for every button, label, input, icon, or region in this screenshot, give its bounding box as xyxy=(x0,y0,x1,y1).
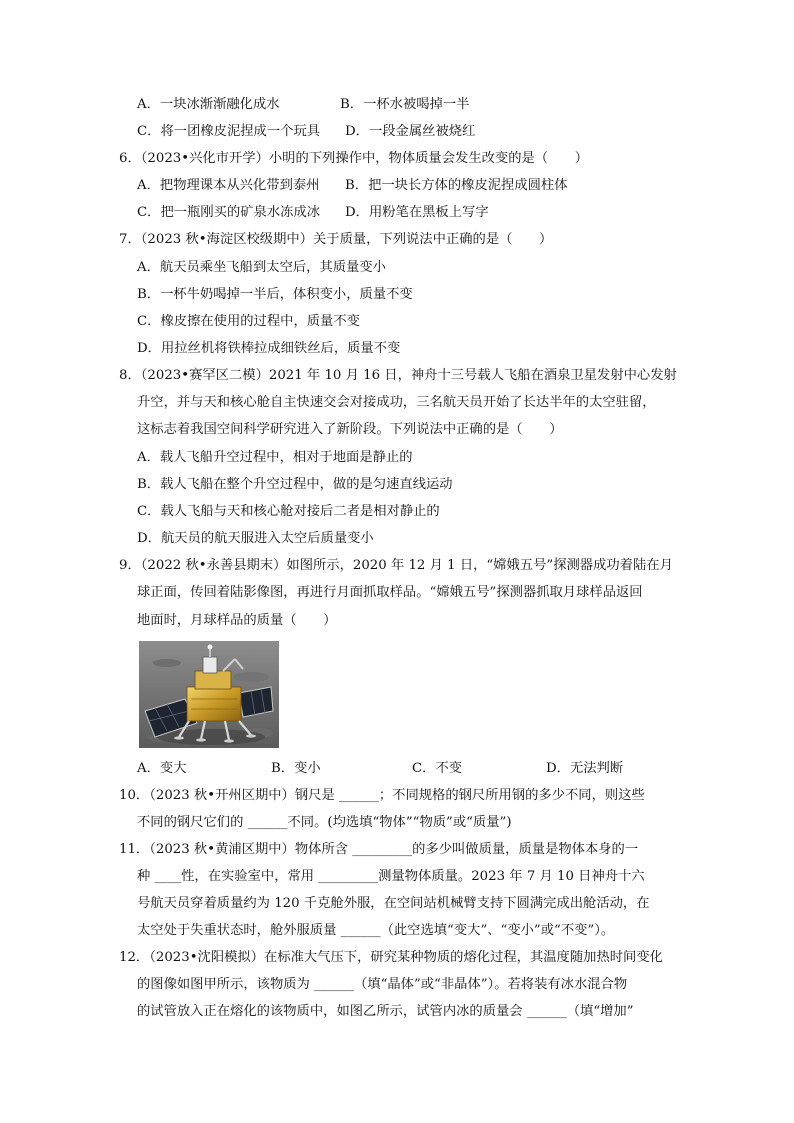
question-8-stem-cont: 这标志着我国空间科学研究进入了新阶段。下列说法中正确的是（ ） xyxy=(137,422,563,437)
question-9-stem-cont: 地面时，月球样品的质量（ ） xyxy=(137,613,337,628)
question-11-stem-cont: 种 ____性，在实验室中，常用 _________测量物体质量。2023 年 7 月 10 日神舟十六 xyxy=(137,869,645,884)
lunar-lander-photo xyxy=(139,641,279,748)
option-d: D．无法判断 xyxy=(546,761,624,776)
option-c: C．将一团橡皮泥捏成一个玩具 xyxy=(137,124,321,139)
option-b: B．一杯牛奶喝掉一半后，体积变小，质量不变 xyxy=(137,287,413,302)
question-12-stem-cont: 的图像如图甲所示，该物质为 ______（填“晶体”或“非晶体”）。若将装有冰水混合物 xyxy=(137,977,628,992)
option-a: A．把物理课本从兴化带到泰州 xyxy=(137,178,320,193)
question-6-stem: 6．（2023•兴化市开学）小明的下列操作中，物体质量会发生改变的是（ ） xyxy=(119,151,588,166)
option-b: B．把一块长方体的橡皮泥捏成圆柱体 xyxy=(345,178,568,193)
option-b: B．一杯水被喝掉一半 xyxy=(340,97,470,112)
option-b: B．载人飞船在整个升空过程中，做的是匀速直线运动 xyxy=(137,477,453,492)
question-8-stem-cont: 升空，并与天和核心舱自主快速交会对接成功，三名航天员开始了长达半年的太空驻留， xyxy=(137,395,656,410)
question-8-stem: 8．（2023•赛罕区二模）2021 年 10 月 16 日，神舟十三号载人飞船在酒泉卫星发射中心发射 xyxy=(119,368,677,383)
option-a: A．变大 xyxy=(137,761,187,776)
option-b: B．变小 xyxy=(271,761,321,776)
question-9-stem-cont: 球正面，传回着陆影像图，再进行月面抓取样品。“嫦娥五号”探测器抓取月球样品返回 xyxy=(137,585,643,600)
lunar-lander-illustration xyxy=(139,641,279,748)
option-c: C．载人飞船与天和核心舱对接后二者是相对静止的 xyxy=(137,504,440,519)
question-12-stem-cont: 的试管放入正在熔化的该物质中，如图乙所示，试管内冰的质量会 ______（填“增加” xyxy=(137,1004,634,1019)
question-7-stem: 7．（2023 秋•海淀区校级期中）关于质量，下列说法中正确的是（ ） xyxy=(119,232,553,247)
option-c: C．把一瓶刚买的矿泉水冻成冰 xyxy=(137,205,321,220)
question-9-stem: 9．（2022 秋•永善县期末）如图所示，2020 年 12 月 1 日，“嫦娥五号”探测器成功着陆在月 xyxy=(119,558,673,573)
question-11-stem-cont: 号航天员穿着质量约为 120 千克舱外服，在空间站机械臂支持下圆满完成出舱活动，在 xyxy=(137,896,650,911)
option-a: A．一块冰渐渐融化成水 xyxy=(137,97,280,112)
question-10-stem-cont: 不同的钢尺它们的 ______不同。(均选填“物体”“物质”或“质量”) xyxy=(137,815,512,830)
option-c: C．不变 xyxy=(412,761,463,776)
option-a: A．载人飞船升空过程中，相对于地面是静止的 xyxy=(137,450,413,465)
option-d: D．用拉丝机将铁棒拉成细铁丝后，质量不变 xyxy=(137,341,401,356)
question-11-stem-cont: 太空处于失重状态时，舱外服质量 ______（此空选填“变大”、“变小”或“不变”）。 xyxy=(137,923,615,938)
option-a: A．航天员乘坐飞船到太空后，其质量变小 xyxy=(137,260,386,275)
question-12-stem: 12．（2023•沈阳模拟）在标准大气压下，研究某种物质的熔化过程，其温度随加热时间变化 xyxy=(119,950,663,965)
question-11-stem: 11．（2023 秋•黄浦区期中）物体所含 _________的多少叫做质量，质量是物体本身的一 xyxy=(119,842,639,857)
question-10-stem: 10．（2023 秋•开州区期中）钢尺是 ______；不同规格的钢尺所用钢的多少不同，则这些 xyxy=(119,788,645,803)
option-d: D．航天员的航天服进入太空后质量变小 xyxy=(137,531,374,546)
option-d: D．用粉笔在黑板上写字 xyxy=(345,205,489,220)
option-c: C．橡皮擦在使用的过程中，质量不变 xyxy=(137,314,360,329)
option-d: D．一段金属丝被烧红 xyxy=(345,124,476,139)
